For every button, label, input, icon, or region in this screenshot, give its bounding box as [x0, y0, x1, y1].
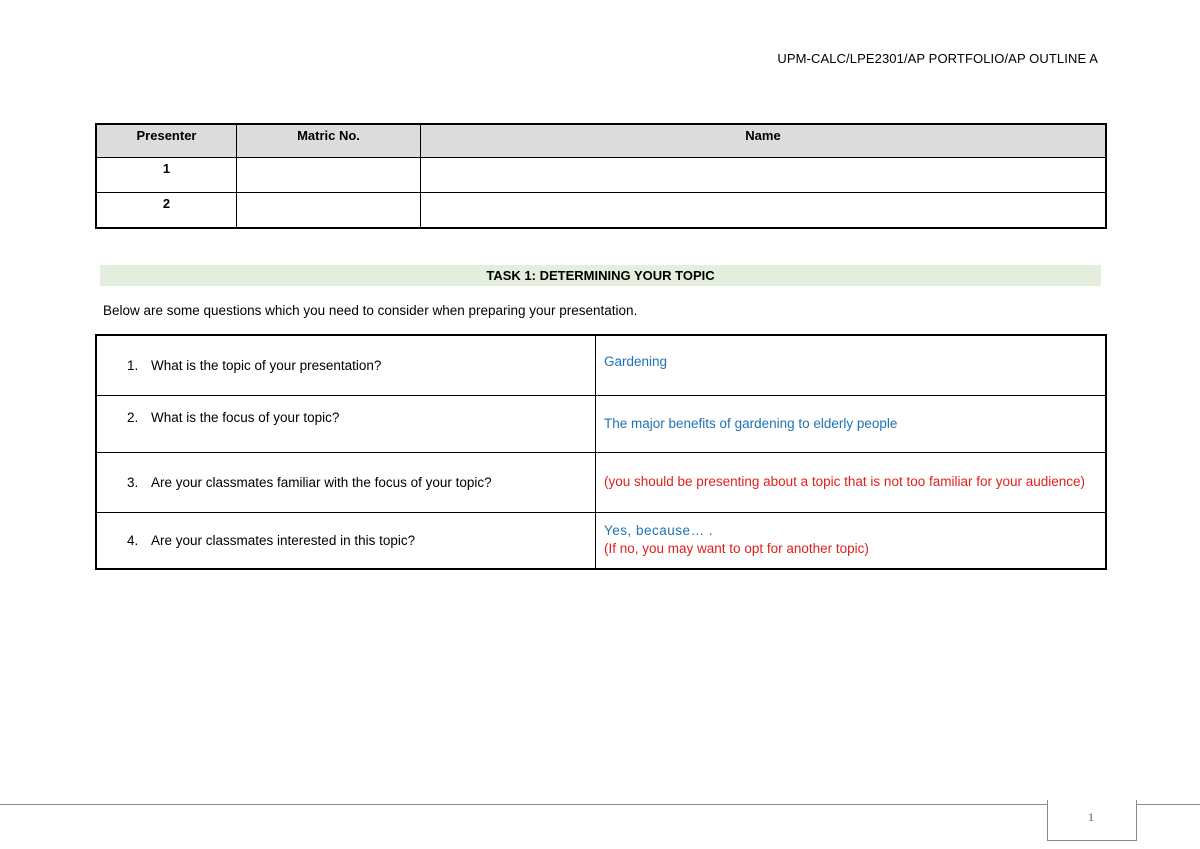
question-number: 2.	[127, 409, 139, 425]
table-row	[96, 193, 1106, 229]
question-cell	[96, 335, 596, 395]
question-text: Are your classmates familiar with the focus of your topic?	[151, 474, 492, 490]
questions-table	[95, 334, 1107, 570]
name-cell[interactable]	[421, 158, 1107, 193]
answer-text: The major benefits of gardening to elderly people	[604, 415, 898, 431]
answer-cell[interactable]	[596, 335, 1107, 395]
document-code: UPM-CALC/LPE2301/AP PORTFOLIO/AP OUTLINE A	[777, 51, 1098, 66]
question-text: What is the focus of your topic?	[151, 409, 340, 425]
name-cell[interactable]	[421, 193, 1107, 229]
answer-cell[interactable]	[596, 452, 1107, 512]
question-cell	[96, 395, 596, 452]
task-intro: Below are some questions which you need to consider when preparing your presentation.	[103, 303, 638, 318]
answer-text: Gardening	[604, 354, 668, 369]
table-row	[96, 158, 1106, 193]
matric-no-cell[interactable]	[237, 193, 421, 229]
presenter-table	[95, 123, 1107, 229]
presenter-number: 2	[96, 193, 237, 229]
footer-rule	[0, 804, 1200, 805]
question-number: 4.	[127, 532, 139, 548]
answer-note: (If no, you may want to opt for another topic)	[604, 541, 869, 557]
question-cell	[96, 452, 596, 512]
presenter-table-header-row	[96, 124, 1106, 158]
answer-cell[interactable]	[596, 512, 1107, 569]
table-row	[96, 452, 1106, 512]
question-text: Are your classmates interested in this topic?	[151, 532, 416, 548]
question-text: What is the topic of your presentation?	[151, 357, 382, 373]
column-header-name: Name	[421, 124, 1107, 158]
table-row	[96, 395, 1106, 452]
column-header-presenter: Presenter	[96, 124, 237, 158]
question-number: 1.	[127, 357, 139, 373]
page-number: 1	[1088, 810, 1094, 824]
question-number: 3.	[127, 474, 139, 490]
question-cell	[96, 512, 596, 569]
table-row	[96, 512, 1106, 569]
answer-text: Yes, because… .	[604, 523, 714, 539]
table-row	[96, 335, 1106, 395]
answer-note: (you should be presenting about a topic that is not too familiar for your audience)	[604, 474, 1086, 489]
column-header-matric-no: Matric No.	[237, 124, 421, 158]
task-title: TASK 1: DETERMINING YOUR TOPIC	[100, 265, 1101, 286]
answer-cell[interactable]	[596, 395, 1107, 452]
presenter-number: 1	[96, 158, 237, 193]
matric-no-cell[interactable]	[237, 158, 421, 193]
